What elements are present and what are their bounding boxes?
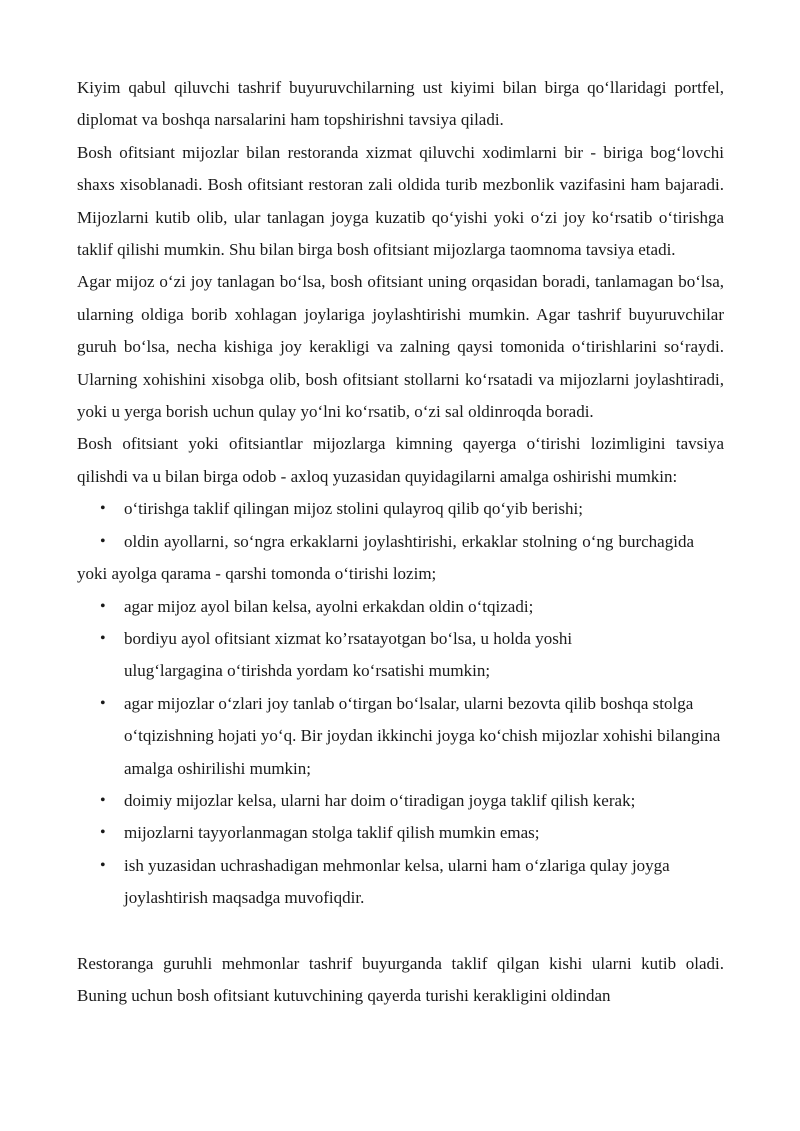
paragraph-cloakroom: Kiyim qabul qiluvchi tashrif buyuruvchilarning ust kiyimi bilan birga qo‘llaridagi portfel, diplomat va boshqa narsalarini ham topshirishni tavsiya qiladi. (77, 78, 724, 130)
list-item-text: ish yuzasidan uchrashadigan mehmonlar kelsa, ularni ham o‘zlariga qulay joyga joylashtirish maqsadga muvofiqdir. (124, 855, 670, 908)
list-item-text: doimiy mijozlar kelsa, ularni har doim o‘tiradigan joyga taklif qilish kerak; (124, 790, 636, 810)
bullet-icon: • (100, 597, 106, 615)
list-item (77, 850, 724, 915)
bullet-icon: • (100, 856, 106, 874)
paragraph-seating-guests: Agar mijoz o‘zi joy tanlagan bo‘lsa, bosh ofitsiant uning orqasidan boradi, tanlamagan bo‘lsa, ularning oldiga borib xohlagan joylariga joylashtirishi mumkin. Agar tashrif buyuruvchilar guruh bo‘lsa, necha kishiga joy kerakligi va zalning qaysi tomonida o‘tirishlarini so‘raydi. Ularning xohishini xisobga olib, bosh ofitsiant stollarni ko‘rsatadi va mijozlarni joylashtiradi, yoki u yerga borish uchun qulay yo‘lni ko‘rsatib, o‘zi sal oldinroqda boradi. (77, 272, 724, 422)
document-page (77, 72, 724, 1012)
bullet-icon: • (100, 500, 106, 518)
bullet-icon: • (100, 694, 106, 712)
list-item-text: o‘tirishga taklif qilingan mijoz stolini qulayroq qilib qo‘yib berishi; (124, 499, 583, 519)
list-item (77, 526, 724, 591)
list-item (77, 785, 724, 817)
list-item (77, 688, 724, 785)
list-item (77, 817, 724, 849)
bullet-icon: • (100, 532, 106, 550)
paragraph-head-waiter-role: Bosh ofitsiant mijozlar bilan restoranda xizmat qiluvchi xodimlarni bir - biriga bog‘lovchi shaxs xisoblanadi. Bosh ofitsiant restoran zali oldida turib mezbonlik vazifasini ham bajaradi. Mijozlarni kutib olib, ular tanlagan joyga kuzatib qo‘yishi yoki o‘zi joy ko‘rsatib o‘tirishga taklif qilishi mumkin. Shu bilan birga bosh ofitsiant mijozlarga taomnoma tavsiya etadi. (77, 142, 724, 260)
paragraph-etiquette-intro: Bosh ofitsiant yoki ofitsiantlar mijozlarga kimning qayerga o‘tirishi lozimligini tavsiya qilishdi va u bilan birga odob - axloq yuzasidan quyidagilarni amalga oshirishi mumkin: (77, 434, 724, 486)
list-item-text: agar mijozlar o‘zlari joy tanlab o‘tirgan bo‘lsalar, ularni bezovta qilib boshqa stolga o‘tqizishning hojati yo‘q. Bir joydan ikkinchi joyga ko‘chish mijozlar xohishi bilangina amalga oshirilishi mumkin; (124, 693, 721, 778)
list-item-text: oldin ayollarni, so‘ngra erkaklarni joylashtirishi, erkaklar stolning o‘ng burchagida yoki ayolga qarama - qarshi tomonda o‘tirishi lozim; (77, 531, 694, 584)
list-item-text: agar mijoz ayol bilan kelsa, ayolni erkakdan oldin o‘tqizadi; (124, 596, 534, 616)
list-item-text: bordiyu ayol ofitsiant xizmat ko’rsatayotgan bo‘lsa, u holda yoshi ulug‘largagina o‘tirishda yordam ko‘rsatishi mumkin; (124, 628, 573, 681)
etiquette-list (77, 493, 724, 914)
list-item (77, 591, 724, 623)
list-item (77, 623, 724, 688)
bullet-icon: • (100, 629, 106, 647)
paragraph-group-guests: Restoranga guruhli mehmonlar tashrif buyurganda taklif qilgan kishi ularni kutib oladi. Buning uchun bosh ofitsiant kutuvchining qayerda turishi kerakligini oldindan (77, 953, 724, 1005)
bullet-icon: • (100, 791, 106, 809)
paragraph-spacer (77, 915, 724, 948)
list-item (77, 493, 724, 525)
list-item-text: mijozlarni tayyorlanmagan stolga taklif qilish mumkin emas; (124, 823, 540, 843)
bullet-icon: • (100, 824, 106, 842)
